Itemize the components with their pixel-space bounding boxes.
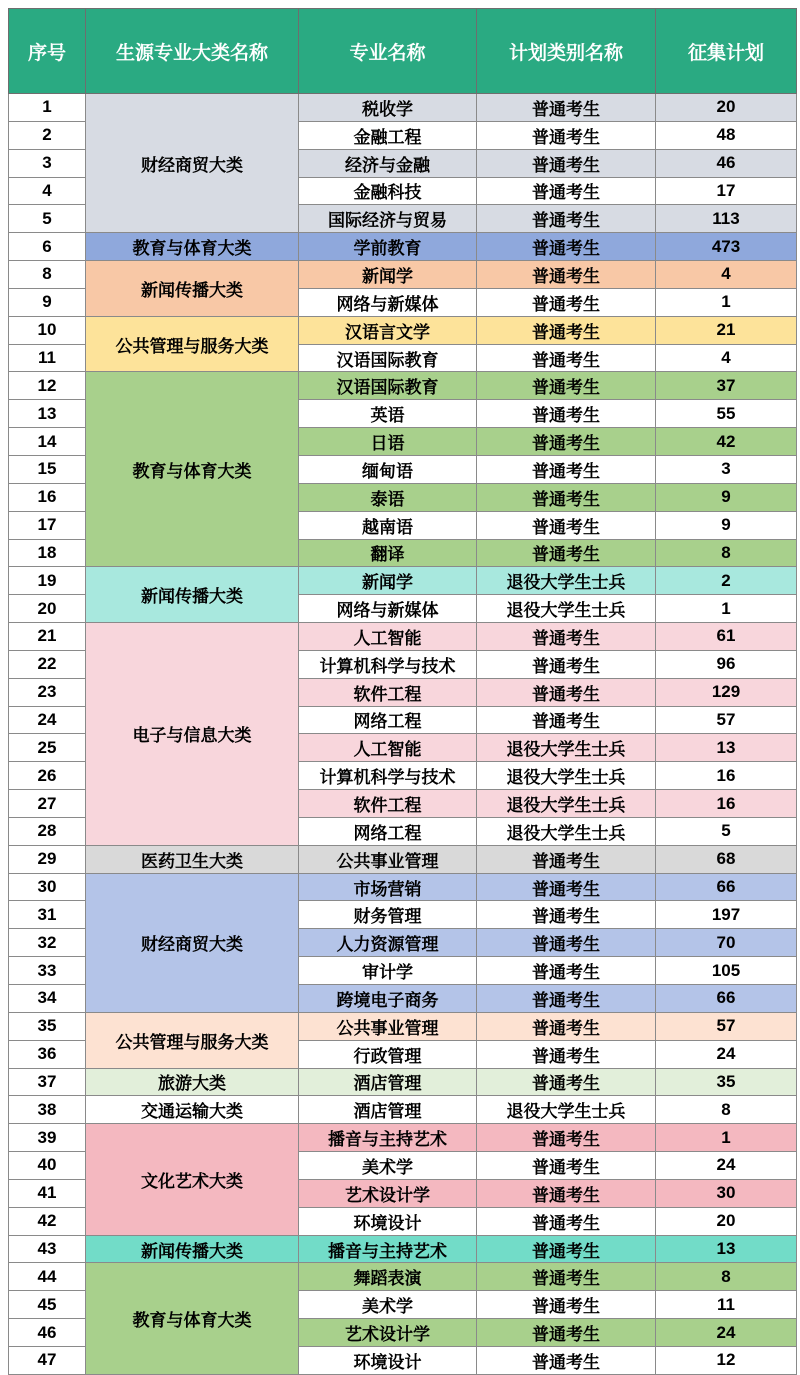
row-index: 41	[9, 1179, 86, 1207]
major-name: 播音与主持艺术	[299, 1124, 477, 1152]
plan-type: 退役大学生士兵	[477, 762, 656, 790]
header-plan-type: 计划类别名称	[477, 9, 656, 94]
quota: 8	[656, 1263, 797, 1291]
plan-type: 普通考生	[477, 483, 656, 511]
quota: 30	[656, 1179, 797, 1207]
quota: 12	[656, 1346, 797, 1374]
row-index: 31	[9, 901, 86, 929]
quota: 70	[656, 929, 797, 957]
row-index: 8	[9, 261, 86, 289]
plan-type: 普通考生	[477, 985, 656, 1013]
table-row	[9, 372, 797, 400]
major-name: 泰语	[299, 483, 477, 511]
quota: 9	[656, 483, 797, 511]
table-row	[9, 233, 797, 261]
plan-type: 普通考生	[477, 149, 656, 177]
category-cell: 电子与信息大类	[86, 623, 299, 846]
row-index: 23	[9, 678, 86, 706]
row-index: 39	[9, 1124, 86, 1152]
row-index: 43	[9, 1235, 86, 1263]
category-cell: 教育与体育大类	[86, 372, 299, 567]
quota: 24	[656, 1319, 797, 1347]
plan-type: 普通考生	[477, 845, 656, 873]
major-name: 软件工程	[299, 678, 477, 706]
major-name: 审计学	[299, 957, 477, 985]
plan-type: 普通考生	[477, 1012, 656, 1040]
quota: 197	[656, 901, 797, 929]
plan-type: 普通考生	[477, 1235, 656, 1263]
major-name: 税收学	[299, 94, 477, 122]
quota: 4	[656, 261, 797, 289]
major-name: 公共事业管理	[299, 845, 477, 873]
major-name: 汉语言文学	[299, 316, 477, 344]
plan-type: 普通考生	[477, 288, 656, 316]
quota: 1	[656, 1124, 797, 1152]
quota: 68	[656, 845, 797, 873]
row-index: 16	[9, 483, 86, 511]
table-row	[9, 1012, 797, 1040]
row-index: 45	[9, 1291, 86, 1319]
plan-type: 退役大学生士兵	[477, 734, 656, 762]
category-cell: 旅游大类	[86, 1068, 299, 1096]
major-name: 金融工程	[299, 121, 477, 149]
row-index: 12	[9, 372, 86, 400]
plan-type: 普通考生	[477, 623, 656, 651]
table-row	[9, 567, 797, 595]
plan-type: 普通考生	[477, 1068, 656, 1096]
row-index: 1	[9, 94, 86, 122]
quota: 129	[656, 678, 797, 706]
row-index: 30	[9, 873, 86, 901]
quota: 24	[656, 1152, 797, 1180]
quota: 24	[656, 1040, 797, 1068]
quota: 1	[656, 288, 797, 316]
row-index: 26	[9, 762, 86, 790]
quota: 20	[656, 1207, 797, 1235]
plan-type: 普通考生	[477, 1291, 656, 1319]
row-index: 17	[9, 511, 86, 539]
quota: 17	[656, 177, 797, 205]
major-name: 计算机科学与技术	[299, 762, 477, 790]
quota: 21	[656, 316, 797, 344]
quota: 37	[656, 372, 797, 400]
major-name: 酒店管理	[299, 1068, 477, 1096]
major-name: 公共事业管理	[299, 1012, 477, 1040]
row-index: 44	[9, 1263, 86, 1291]
row-index: 15	[9, 455, 86, 483]
quota: 35	[656, 1068, 797, 1096]
row-index: 6	[9, 233, 86, 261]
plan-type: 普通考生	[477, 1124, 656, 1152]
plan-type: 普通考生	[477, 1152, 656, 1180]
quota: 1	[656, 595, 797, 623]
category-cell: 财经商贸大类	[86, 873, 299, 1012]
quota: 48	[656, 121, 797, 149]
major-name: 网络与新媒体	[299, 595, 477, 623]
major-name: 经济与金融	[299, 149, 477, 177]
plan-type: 普通考生	[477, 1040, 656, 1068]
plan-type: 普通考生	[477, 94, 656, 122]
plan-type: 退役大学生士兵	[477, 567, 656, 595]
category-cell: 教育与体育大类	[86, 1263, 299, 1374]
row-index: 24	[9, 706, 86, 734]
major-name: 人力资源管理	[299, 929, 477, 957]
table-row	[9, 316, 797, 344]
major-name: 软件工程	[299, 790, 477, 818]
table-row	[9, 873, 797, 901]
quota: 3	[656, 455, 797, 483]
major-name: 日语	[299, 428, 477, 456]
major-name: 美术学	[299, 1152, 477, 1180]
header-category: 生源专业大类名称	[86, 9, 299, 94]
quota: 11	[656, 1291, 797, 1319]
table-row	[9, 1124, 797, 1152]
row-index: 32	[9, 929, 86, 957]
plan-type: 普通考生	[477, 1319, 656, 1347]
quota: 66	[656, 873, 797, 901]
major-name: 翻译	[299, 539, 477, 567]
major-name: 英语	[299, 400, 477, 428]
quota: 9	[656, 511, 797, 539]
major-name: 新闻学	[299, 261, 477, 289]
major-name: 国际经济与贸易	[299, 205, 477, 233]
table-row	[9, 845, 797, 873]
category-cell: 财经商贸大类	[86, 94, 299, 233]
plan-type: 普通考生	[477, 929, 656, 957]
quota: 2	[656, 567, 797, 595]
row-index: 36	[9, 1040, 86, 1068]
quota: 57	[656, 1012, 797, 1040]
row-index: 35	[9, 1012, 86, 1040]
quota: 61	[656, 623, 797, 651]
plan-type: 普通考生	[477, 678, 656, 706]
quota: 46	[656, 149, 797, 177]
major-name: 人工智能	[299, 623, 477, 651]
quota: 473	[656, 233, 797, 261]
table-row	[9, 1096, 797, 1124]
category-cell: 新闻传播大类	[86, 261, 299, 317]
plan-type: 普通考生	[477, 539, 656, 567]
row-index: 21	[9, 623, 86, 651]
table-header	[9, 9, 797, 94]
plan-type: 普通考生	[477, 1263, 656, 1291]
plan-type: 普通考生	[477, 233, 656, 261]
quota: 8	[656, 1096, 797, 1124]
major-name: 财务管理	[299, 901, 477, 929]
row-index: 34	[9, 985, 86, 1013]
quota: 16	[656, 790, 797, 818]
table-row	[9, 1235, 797, 1263]
category-cell: 交通运输大类	[86, 1096, 299, 1124]
category-cell: 医药卫生大类	[86, 845, 299, 873]
row-index: 27	[9, 790, 86, 818]
plan-type: 普通考生	[477, 957, 656, 985]
quota: 20	[656, 94, 797, 122]
row-index: 5	[9, 205, 86, 233]
major-name: 美术学	[299, 1291, 477, 1319]
quota: 55	[656, 400, 797, 428]
table-row	[9, 1263, 797, 1291]
plan-type: 普通考生	[477, 873, 656, 901]
major-name: 环境设计	[299, 1207, 477, 1235]
major-name: 缅甸语	[299, 455, 477, 483]
major-name: 播音与主持艺术	[299, 1235, 477, 1263]
quota: 13	[656, 734, 797, 762]
row-index: 18	[9, 539, 86, 567]
row-index: 14	[9, 428, 86, 456]
major-name: 汉语国际教育	[299, 372, 477, 400]
quota: 105	[656, 957, 797, 985]
major-name: 人工智能	[299, 734, 477, 762]
plan-type: 退役大学生士兵	[477, 817, 656, 845]
major-name: 学前教育	[299, 233, 477, 261]
quota: 57	[656, 706, 797, 734]
row-index: 42	[9, 1207, 86, 1235]
row-index: 9	[9, 288, 86, 316]
plan-type: 普通考生	[477, 455, 656, 483]
major-name: 计算机科学与技术	[299, 650, 477, 678]
enrollment-plan-table	[8, 8, 797, 1375]
major-name: 艺术设计学	[299, 1179, 477, 1207]
category-cell: 新闻传播大类	[86, 567, 299, 623]
quota: 113	[656, 205, 797, 233]
plan-type: 普通考生	[477, 261, 656, 289]
header-index: 序号	[9, 9, 86, 94]
row-index: 25	[9, 734, 86, 762]
plan-type: 普通考生	[477, 177, 656, 205]
row-index: 22	[9, 650, 86, 678]
plan-type: 普通考生	[477, 706, 656, 734]
row-index: 46	[9, 1319, 86, 1347]
category-cell: 文化艺术大类	[86, 1124, 299, 1235]
plan-type: 普通考生	[477, 205, 656, 233]
header-quota: 征集计划	[656, 9, 797, 94]
quota: 5	[656, 817, 797, 845]
plan-type: 退役大学生士兵	[477, 595, 656, 623]
row-index: 10	[9, 316, 86, 344]
table-row	[9, 261, 797, 289]
major-name: 网络与新媒体	[299, 288, 477, 316]
category-cell: 公共管理与服务大类	[86, 316, 299, 372]
major-name: 舞蹈表演	[299, 1263, 477, 1291]
quota: 4	[656, 344, 797, 372]
plan-type: 普通考生	[477, 901, 656, 929]
major-name: 行政管理	[299, 1040, 477, 1068]
major-name: 汉语国际教育	[299, 344, 477, 372]
plan-type: 普通考生	[477, 344, 656, 372]
row-index: 11	[9, 344, 86, 372]
plan-type: 普通考生	[477, 372, 656, 400]
row-index: 19	[9, 567, 86, 595]
row-index: 29	[9, 845, 86, 873]
plan-type: 普通考生	[477, 1179, 656, 1207]
major-name: 环境设计	[299, 1346, 477, 1374]
plan-type: 普通考生	[477, 650, 656, 678]
plan-type: 退役大学生士兵	[477, 1096, 656, 1124]
quota: 66	[656, 985, 797, 1013]
row-index: 47	[9, 1346, 86, 1374]
row-index: 38	[9, 1096, 86, 1124]
major-name: 跨境电子商务	[299, 985, 477, 1013]
category-cell: 公共管理与服务大类	[86, 1012, 299, 1068]
plan-type: 普通考生	[477, 428, 656, 456]
category-cell: 新闻传播大类	[86, 1235, 299, 1263]
row-index: 33	[9, 957, 86, 985]
row-index: 3	[9, 149, 86, 177]
row-index: 4	[9, 177, 86, 205]
major-name: 网络工程	[299, 706, 477, 734]
quota: 42	[656, 428, 797, 456]
major-name: 越南语	[299, 511, 477, 539]
major-name: 新闻学	[299, 567, 477, 595]
major-name: 金融科技	[299, 177, 477, 205]
table-row	[9, 623, 797, 651]
table-row	[9, 94, 797, 122]
category-cell: 教育与体育大类	[86, 233, 299, 261]
plan-type: 普通考生	[477, 121, 656, 149]
row-index: 2	[9, 121, 86, 149]
plan-type: 普通考生	[477, 1346, 656, 1374]
row-index: 20	[9, 595, 86, 623]
row-index: 28	[9, 817, 86, 845]
quota: 8	[656, 539, 797, 567]
major-name: 艺术设计学	[299, 1319, 477, 1347]
row-index: 13	[9, 400, 86, 428]
major-name: 网络工程	[299, 817, 477, 845]
plan-type: 普通考生	[477, 511, 656, 539]
quota: 16	[656, 762, 797, 790]
table-row	[9, 1068, 797, 1096]
row-index: 40	[9, 1152, 86, 1180]
header-major: 专业名称	[299, 9, 477, 94]
row-index: 37	[9, 1068, 86, 1096]
plan-type: 普通考生	[477, 316, 656, 344]
major-name: 市场营销	[299, 873, 477, 901]
quota: 13	[656, 1235, 797, 1263]
plan-type: 普通考生	[477, 400, 656, 428]
quota: 96	[656, 650, 797, 678]
plan-type: 普通考生	[477, 1207, 656, 1235]
table-body	[9, 94, 797, 1375]
major-name: 酒店管理	[299, 1096, 477, 1124]
plan-type: 退役大学生士兵	[477, 790, 656, 818]
